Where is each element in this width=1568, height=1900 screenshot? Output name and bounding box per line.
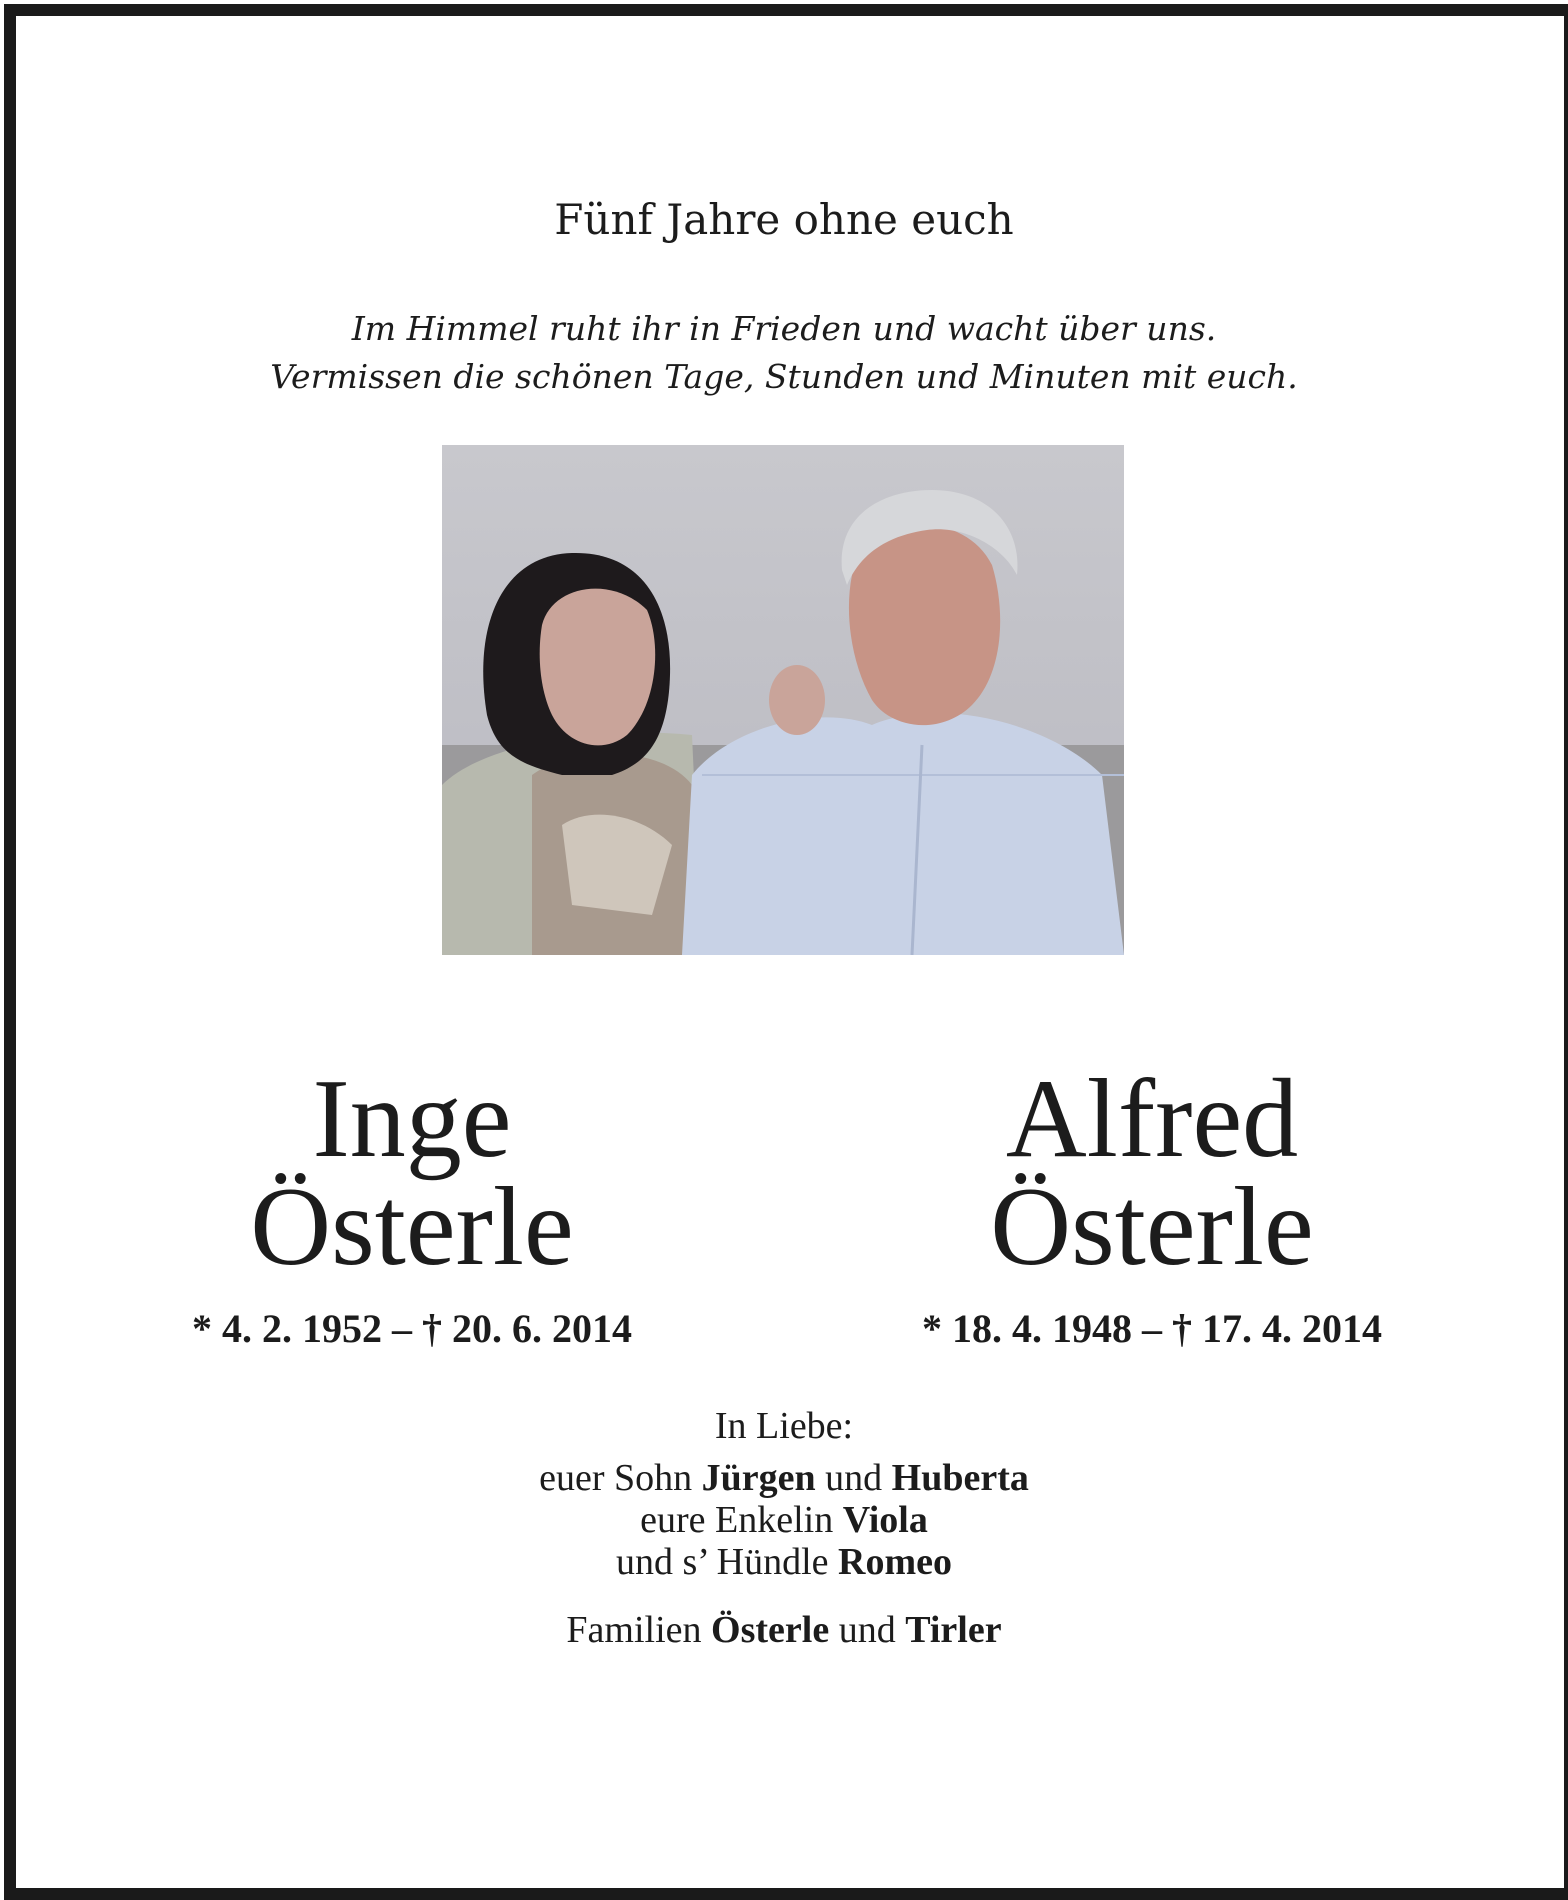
mourner-line: und s’ Hündle Romeo [616,1541,952,1583]
memorial-verse [0,305,1568,401]
family-name: Tirler [905,1609,1002,1651]
person-alfred [832,1057,1472,1352]
mourners-section [0,1405,1568,1651]
life-dates: * 4. 2. 1952 – † 20. 6. 2014 [192,1306,632,1351]
life-dates: * 18. 4. 1948 – † 17. 4. 2014 [922,1306,1382,1351]
last-name: Österle [990,1165,1314,1289]
first-name: Inge [312,1057,512,1181]
last-name: Österle [250,1165,574,1289]
closing-intro: In Liebe: [714,1405,854,1447]
person-inge [92,1057,732,1352]
mourner-name: Romeo [838,1541,952,1583]
verse-line: Im Himmel ruht ihr in Frieden und wacht über uns. [351,309,1217,348]
mourner-name: Viola [842,1499,928,1541]
verse-line: Vermissen die schönen Tage, Stunden und Minuten mit euch. [270,357,1298,396]
families-line: Familien Österle und Tirler [566,1609,1002,1651]
notice-heading: Fünf Jahre ohne euch [554,195,1014,244]
family-name: Österle [711,1609,830,1651]
mourner-name: Jürgen [701,1457,816,1499]
first-name: Alfred [1005,1057,1299,1181]
mourner-name: Huberta [891,1457,1029,1499]
couple-photo [442,445,1124,955]
mourner-line: eure Enkelin Viola [640,1499,928,1541]
mourner-line: euer Sohn Jürgen und Huberta [539,1457,1029,1499]
